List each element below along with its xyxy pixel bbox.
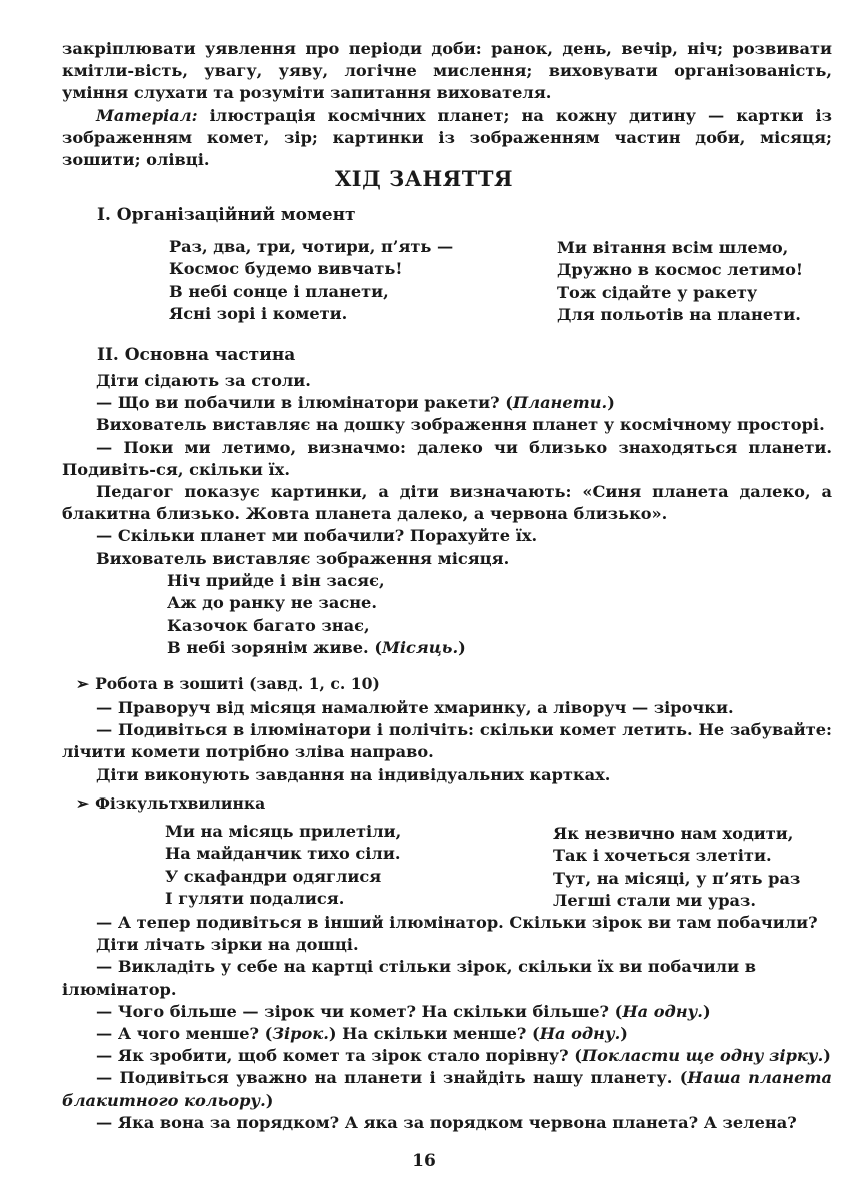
poem-line: Ми на місяць прилетіли, bbox=[165, 822, 402, 841]
paragraph: — Праворуч від місяця намалюйте хмаринку, а ліворуч — зірочки. bbox=[96, 698, 734, 717]
material-paragraph bbox=[62, 105, 832, 172]
paragraph: — А тепер подивіться в інший ілюмінатор. Скільки зірок ви там побачили? bbox=[96, 913, 818, 932]
poem-line: Ясні зорі і комети. bbox=[169, 303, 348, 323]
section2-block bbox=[62, 370, 832, 570]
poem-line: Так і хочеться злетіти. bbox=[553, 846, 772, 866]
paragraph: Вихователь виставляє на дошку зображення планет у космічному просторі. bbox=[96, 415, 825, 435]
notebook-heading: ➢ Робота в зошиті (завд. 1, с. 10) bbox=[76, 674, 380, 693]
paragraph: — Як зробити, щоб комет та зірок стало порівну? (Покласти ще одну зірку.) bbox=[96, 1046, 831, 1066]
paragraph: — Подивіться уважно на планети і знайдіть нашу планету. (Наша планета блакитного кольору.) bbox=[62, 1068, 832, 1110]
page-number: 16 bbox=[412, 1151, 436, 1171]
paragraph: — Що ви побачили в ілюмінатори ракети? (Планети.) bbox=[96, 393, 615, 413]
section1-poem-right bbox=[557, 237, 803, 326]
physical-heading: ➢ Фізкультхвилинка bbox=[76, 794, 266, 813]
poem-line: Ніч прийде і він засяє, bbox=[167, 571, 385, 590]
paragraph: Діти лічать зірки на дошці. bbox=[96, 935, 359, 955]
physical-poem-left bbox=[165, 821, 401, 910]
poem-line: На майданчик тихо сіли. bbox=[165, 844, 401, 864]
paragraph: — Викладіть у себе на картці стільки зірок, скільки їх ви побачили в ілюмінатор. bbox=[62, 957, 756, 999]
poem-line: Ми вітання всім шлемо, bbox=[557, 238, 789, 257]
moon-poem bbox=[167, 570, 466, 659]
arrow-bullet-icon: ➢ bbox=[76, 674, 90, 693]
section1-poem-left bbox=[169, 236, 453, 325]
paragraph: Діти виконують завдання на індивідуальних картках. bbox=[96, 764, 611, 784]
poem-line: Казочок багато знає, bbox=[167, 615, 370, 635]
poem-line: Тут, на місяці, у п’ять раз bbox=[553, 868, 801, 888]
arrow-bullet-icon: ➢ bbox=[76, 794, 90, 813]
poem-line: Легші стали ми ураз. bbox=[553, 890, 756, 910]
intro-paragraph: закріплювати уявлення про періоди доби: ранок, день, вечір, ніч; розвивати кмітли-вість, увагу, уяву, логічне мислення; виховувати організованість, уміння слухати та розуміти запитання вихователя. bbox=[62, 39, 832, 103]
paragraph: Педагог показує картинки, а діти визначають: «Синя планета далеко, а блакитна близько. Жовта планета далеко, а червона близько». bbox=[62, 482, 832, 524]
intro-block bbox=[62, 38, 832, 171]
poem-line: Для польотів на планети. bbox=[557, 304, 801, 324]
paragraph: — А чого менше? (Зірок.) На скільки менше? (На одну.) bbox=[96, 1024, 628, 1044]
paragraph: Діти сідають за столи. bbox=[96, 371, 311, 390]
ending-block bbox=[62, 912, 832, 1134]
paragraph: — Поки ми летимо, визначмо: далеко чи близько знаходяться планети. Подивіть-ся, скільки їх. bbox=[62, 437, 832, 479]
paragraph: — Скільки планет ми побачили? Порахуйте їх. bbox=[96, 526, 538, 546]
paragraph: — Чого більше — зірок чи комет? На скільки більше? (На одну.) bbox=[96, 1001, 711, 1021]
notebook-block bbox=[62, 697, 832, 786]
poem-line: В небі зорянім живе. (Місяць.) bbox=[167, 637, 466, 657]
poem-line: Раз, два, три, чотири, п’ять — bbox=[169, 237, 454, 256]
poem-line: Дружно в космос летимо! bbox=[557, 260, 803, 280]
section2-heading: ІІ. Основна частина bbox=[97, 345, 296, 365]
poem-line: В небі сонце і планети, bbox=[169, 281, 389, 301]
lesson-title: ХІД ЗАНЯТТЯ bbox=[335, 166, 513, 191]
paragraph: — Подивіться в ілюмінатори і полічіть: скільки комет летить. Не забувайте: лічити комети потрібно зліва направо. bbox=[62, 720, 832, 762]
paragraph: Вихователь виставляє зображення місяця. bbox=[96, 548, 510, 568]
poem-line: Як незвично нам ходити, bbox=[553, 824, 794, 843]
section1-heading: І. Організаційний момент bbox=[97, 205, 356, 225]
material-text: ілюстрація космічних планет; на кожну дитину — картки із зображенням комет, зір; картинки із зображенням частин доби, місяця; зошити; олівці. bbox=[62, 105, 832, 170]
poem-line: Космос будемо вивчать! bbox=[169, 259, 403, 279]
poem-line: Тож сідайте у ракету bbox=[557, 282, 758, 302]
material-label: Матеріал: bbox=[96, 105, 198, 125]
poem-line: У скафандри одяглися bbox=[165, 866, 382, 886]
poem-line: Аж до ранку не засне. bbox=[167, 593, 377, 613]
poem-line: І гуляти подалися. bbox=[165, 888, 345, 908]
physical-poem-right bbox=[553, 823, 800, 912]
paragraph: — Яка вона за порядком? А яка за порядком червона планета? А зелена? bbox=[96, 1112, 797, 1132]
